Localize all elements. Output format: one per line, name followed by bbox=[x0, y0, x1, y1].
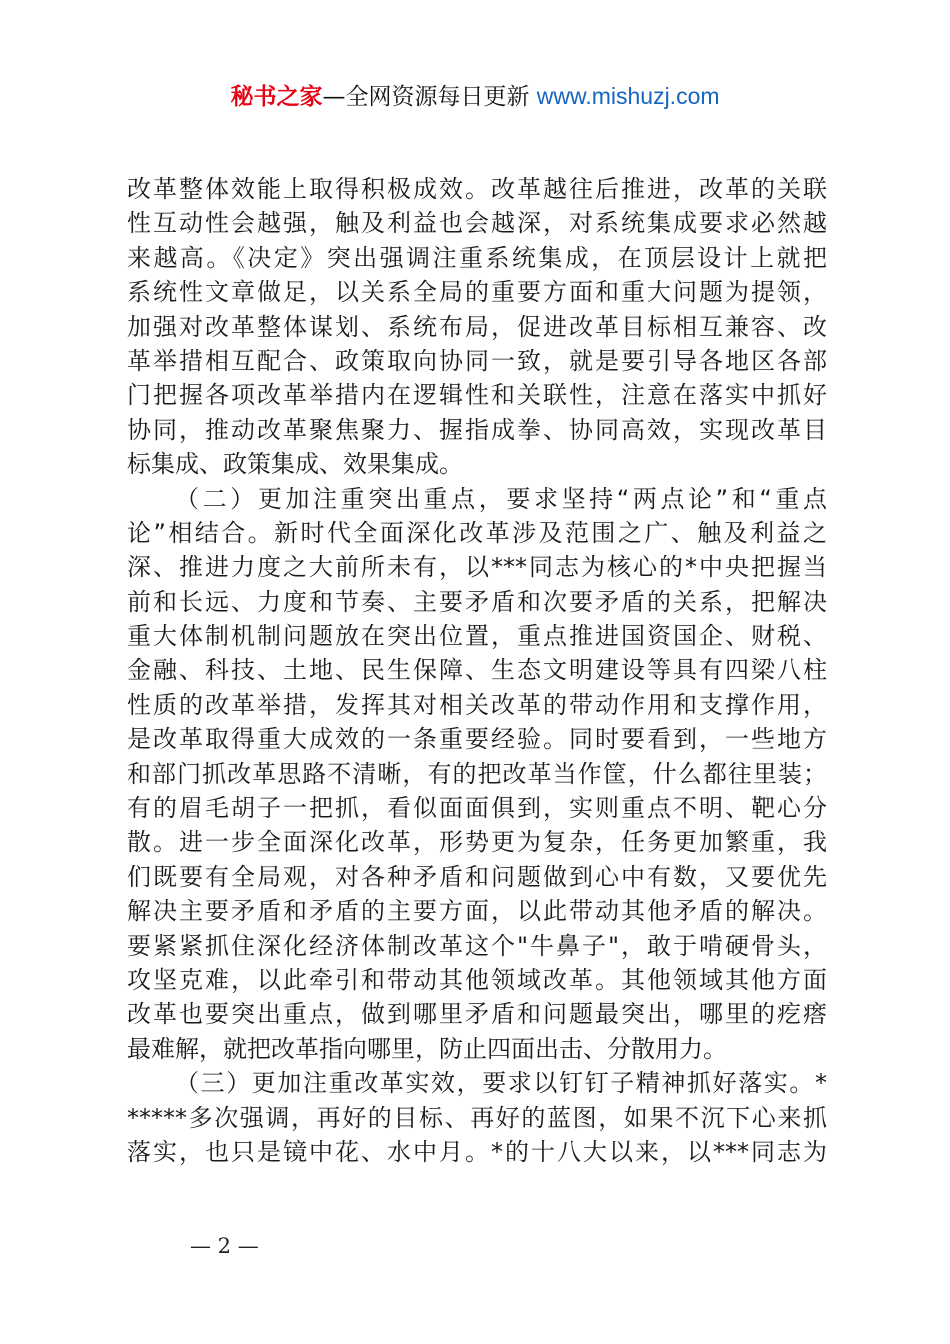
text-line: 论”相结合。新时代全面深化改革涉及范围之广、触及利益之 bbox=[127, 518, 827, 547]
text-line: 革举措相互配合、政策取向协同一致，就是要引导各地区各部 bbox=[127, 346, 827, 375]
site-header bbox=[0, 80, 950, 113]
text-line: 协同，推动改革聚焦聚力、握指成拳、协同高效，实现改革目 bbox=[127, 415, 827, 444]
text-line: 来越高。《决定》突出强调注重系统集成，在顶层设计上就把 bbox=[127, 243, 827, 272]
text-line: 最难解，就把改革指向哪里，防止四面出击、分散用力。 bbox=[127, 1034, 727, 1063]
text-line: *****多次强调，再好的目标、再好的蓝图，如果不沉下心来抓 bbox=[127, 1103, 827, 1132]
text-line: 解决主要矛盾和矛盾的主要方面，以此带动其他矛盾的解决。 bbox=[127, 897, 827, 926]
text-line: 性质的改革举措，发挥其对相关改革的带动作用和支撑作用， bbox=[127, 690, 827, 719]
text-line: 深、推进力度之大前所未有，以***同志为核心的*中央把握当 bbox=[127, 553, 827, 582]
page-number: — 2 — bbox=[190, 1234, 259, 1258]
text-line: 门把握各项改革举措内在逻辑性和关联性，注意在落实中抓好 bbox=[127, 381, 827, 410]
site-url-link[interactable]: www.mishuzj.com bbox=[536, 83, 720, 109]
text-line: （二）更加注重突出重点，要求坚持“两点论”和“重点 bbox=[175, 484, 827, 513]
text-line: （三）更加注重改革实效，要求以钉钉子精神抓好落实。* bbox=[175, 1069, 827, 1098]
text-line: 金融、科技、土地、民生保障、生态文明建设等具有四梁八柱 bbox=[127, 656, 827, 685]
text-line: 散。进一步全面深化改革，形势更为复杂，任务更加繁重，我 bbox=[127, 828, 827, 857]
text-line: 有的眉毛胡子一把抓，看似面面俱到，实则重点不明、靶心分 bbox=[127, 794, 827, 823]
text-line: 改革也要突出重点，做到哪里矛盾和问题最突出，哪里的疙瘩 bbox=[127, 1000, 827, 1029]
text-line: 落实，也只是镜中花、水中月。*的十八大以来，以***同志为 bbox=[127, 1137, 827, 1166]
text-line: 改革整体效能上取得积极成效。改革越往后推进，改革的关联 bbox=[127, 175, 827, 203]
text-line: 系统性文章做足，以关系全局的重要方面和重大问题为提领， bbox=[127, 278, 827, 307]
text-line: 前和长远、力度和节奏、主要矛盾和次要矛盾的关系，把解决 bbox=[127, 587, 827, 616]
text-line: 要紧紧抓住深化经济体制改革这个"牛鼻子"，敢于啃硬骨头， bbox=[127, 931, 827, 960]
text-line: 标集成、政策集成、效果集成。 bbox=[127, 450, 463, 479]
text-line: 攻坚克难，以此牵引和带动其他领域改革。其他领域其他方面 bbox=[127, 965, 827, 994]
text-line: 和部门抓改革思路不清晰，有的把改革当作筐，什么都往里装； bbox=[127, 759, 827, 788]
text-line: 们既要有全局观，对各种矛盾和问题做到心中有数，又要优先 bbox=[127, 862, 827, 891]
text-line: 加强对改革整体谋划、系统布局，促进改革目标相互兼容、改 bbox=[127, 312, 827, 341]
text-line: 是改革取得重大成效的一条重要经验。同时要看到，一些地方 bbox=[127, 725, 827, 754]
text-line: 性互动性会越强，触及利益也会越深，对系统集成要求必然越 bbox=[127, 209, 827, 238]
site-brand: 秘书之家 bbox=[230, 84, 323, 110]
document-body bbox=[127, 172, 827, 1169]
text-line: 重大体制机制问题放在突出位置，重点推进国资国企、财税、 bbox=[127, 622, 827, 651]
site-tagline: —全网资源每日更新 bbox=[322, 84, 530, 110]
